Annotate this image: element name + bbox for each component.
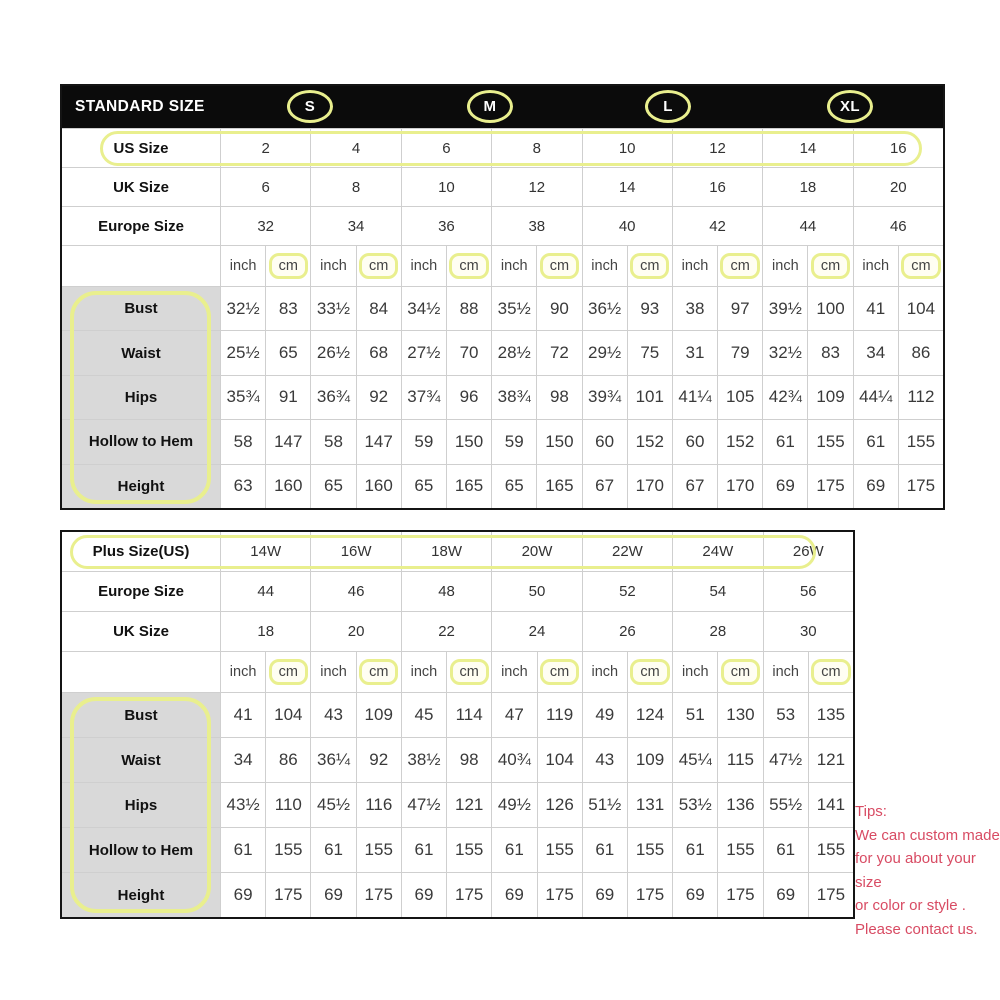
measure-value: 37¾ bbox=[402, 376, 446, 419]
size-row-label: UK Size bbox=[62, 612, 220, 651]
size-value: 26 bbox=[583, 612, 672, 651]
size-value: 10 bbox=[402, 168, 491, 206]
size-value: 46 bbox=[854, 207, 943, 245]
size-value: 30 bbox=[764, 612, 853, 651]
tips-line: for you about your size bbox=[855, 850, 976, 891]
measure-value: 40¾ bbox=[492, 738, 536, 782]
measure-value: 41¼ bbox=[673, 376, 717, 419]
cm-highlight-box: cm bbox=[269, 659, 308, 686]
size-badge-m: M bbox=[467, 90, 513, 123]
measure-value: 41 bbox=[221, 693, 265, 737]
size-value: 20W bbox=[492, 532, 581, 571]
unit-cm-cell bbox=[447, 246, 491, 286]
measure-value: 92 bbox=[357, 376, 401, 419]
measure-value: 155 bbox=[899, 420, 943, 463]
cm-highlight-box: cm bbox=[811, 659, 850, 686]
unit-cm-cell bbox=[357, 246, 401, 286]
measure-value: 43 bbox=[311, 693, 355, 737]
size-value: 20 bbox=[854, 168, 943, 206]
measure-value: 67 bbox=[583, 465, 627, 508]
measure-value: 58 bbox=[311, 420, 355, 463]
size-value: 54 bbox=[673, 572, 762, 611]
unit-inch-label: inch bbox=[402, 652, 446, 692]
measure-value: 155 bbox=[447, 828, 491, 872]
measure-value: 58 bbox=[221, 420, 265, 463]
measure-value: 69 bbox=[402, 873, 446, 917]
measure-value: 141 bbox=[809, 783, 853, 827]
measure-value: 35¾ bbox=[221, 376, 265, 419]
measure-value: 100 bbox=[808, 287, 852, 330]
tips-line: Please contact us. bbox=[855, 920, 978, 938]
standard-size-table bbox=[60, 84, 945, 510]
measure-value: 65 bbox=[311, 465, 355, 508]
measure-value: 39¾ bbox=[583, 376, 627, 419]
measure-value: 38½ bbox=[402, 738, 446, 782]
unit-cm-cell bbox=[718, 246, 762, 286]
tips-line: or color or style . bbox=[855, 897, 966, 914]
size-value: 26W bbox=[764, 532, 853, 571]
measure-value: 101 bbox=[628, 376, 672, 419]
size-value: 10 bbox=[583, 129, 672, 167]
measure-value: 36¼ bbox=[311, 738, 355, 782]
size-value: 18 bbox=[763, 168, 852, 206]
measure-value: 69 bbox=[583, 873, 627, 917]
measure-value: 61 bbox=[763, 420, 807, 463]
measure-value: 72 bbox=[537, 331, 581, 374]
size-value: 48 bbox=[402, 572, 491, 611]
measure-value: 32½ bbox=[763, 331, 807, 374]
measure-value: 53½ bbox=[673, 783, 717, 827]
tips-line: We can custom made bbox=[855, 826, 1000, 844]
measure-value: 136 bbox=[718, 783, 762, 827]
measure-row-label: Bust bbox=[62, 693, 220, 737]
measure-value: 109 bbox=[357, 693, 401, 737]
unit-cm-cell bbox=[537, 246, 581, 286]
size-value: 14 bbox=[583, 168, 672, 206]
size-value: 36 bbox=[402, 207, 491, 245]
measure-row-label: Height bbox=[62, 465, 220, 508]
tips-line: Tips: bbox=[855, 803, 887, 820]
measure-value: 51½ bbox=[583, 783, 627, 827]
cm-highlight-box: cm bbox=[811, 253, 850, 280]
size-value: 6 bbox=[221, 168, 310, 206]
measure-value: 84 bbox=[357, 287, 401, 330]
measure-value: 155 bbox=[809, 828, 853, 872]
measure-value: 60 bbox=[583, 420, 627, 463]
size-value: 18W bbox=[402, 532, 491, 571]
measure-value: 38 bbox=[673, 287, 717, 330]
measure-value: 124 bbox=[628, 693, 672, 737]
measure-value: 109 bbox=[808, 376, 852, 419]
measure-value: 69 bbox=[763, 465, 807, 508]
size-value: 6 bbox=[402, 129, 491, 167]
size-value: 2 bbox=[221, 129, 310, 167]
unit-inch-label: inch bbox=[854, 246, 898, 286]
measure-value: 83 bbox=[266, 287, 310, 330]
measure-value: 55½ bbox=[764, 783, 808, 827]
unit-cm-cell bbox=[718, 652, 762, 692]
size-badge-s: S bbox=[287, 90, 333, 123]
measure-value: 131 bbox=[628, 783, 672, 827]
measure-value: 93 bbox=[628, 287, 672, 330]
measure-value: 69 bbox=[764, 873, 808, 917]
measure-value: 65 bbox=[492, 465, 536, 508]
measure-value: 49½ bbox=[492, 783, 536, 827]
size-value: 22W bbox=[583, 532, 672, 571]
size-row-label: Europe Size bbox=[62, 572, 220, 611]
size-value: 46 bbox=[311, 572, 400, 611]
cm-highlight-box: cm bbox=[630, 253, 669, 280]
measure-value: 96 bbox=[447, 376, 491, 419]
measure-row-label: Height bbox=[62, 873, 220, 917]
cm-highlight-box: cm bbox=[721, 659, 760, 686]
unit-inch-label: inch bbox=[492, 246, 536, 286]
measure-value: 155 bbox=[538, 828, 582, 872]
measure-value: 165 bbox=[447, 465, 491, 508]
measure-value: 26½ bbox=[311, 331, 355, 374]
measure-row-label: Bust bbox=[62, 287, 220, 330]
measure-value: 86 bbox=[266, 738, 310, 782]
size-value: 16 bbox=[854, 129, 943, 167]
measure-row-label: Hollow to Hem bbox=[62, 420, 220, 463]
measure-value: 34½ bbox=[402, 287, 446, 330]
measure-value: 25½ bbox=[221, 331, 265, 374]
size-value: 56 bbox=[764, 572, 853, 611]
measure-value: 160 bbox=[266, 465, 310, 508]
size-value: 40 bbox=[583, 207, 672, 245]
units-row-spacer bbox=[62, 652, 220, 692]
measure-value: 32½ bbox=[221, 287, 265, 330]
size-value: 4 bbox=[311, 129, 400, 167]
size-value: 12 bbox=[492, 168, 581, 206]
measure-value: 109 bbox=[628, 738, 672, 782]
size-value: 16W bbox=[311, 532, 400, 571]
measure-value: 98 bbox=[537, 376, 581, 419]
measure-value: 88 bbox=[447, 287, 491, 330]
measure-value: 114 bbox=[447, 693, 491, 737]
measure-value: 47½ bbox=[764, 738, 808, 782]
measure-value: 110 bbox=[266, 783, 310, 827]
size-value: 50 bbox=[492, 572, 581, 611]
measure-value: 63 bbox=[221, 465, 265, 508]
measure-value: 31 bbox=[673, 331, 717, 374]
measure-value: 53 bbox=[764, 693, 808, 737]
size-value: 8 bbox=[311, 168, 400, 206]
measure-value: 61 bbox=[402, 828, 446, 872]
units-row-spacer bbox=[62, 246, 220, 286]
measure-value: 126 bbox=[538, 783, 582, 827]
size-value: 24 bbox=[492, 612, 581, 651]
measure-value: 130 bbox=[718, 693, 762, 737]
size-value: 24W bbox=[673, 532, 762, 571]
unit-inch-label: inch bbox=[221, 246, 265, 286]
size-row-label: Europe Size bbox=[62, 207, 220, 245]
unit-inch-label: inch bbox=[311, 652, 355, 692]
size-value: 28 bbox=[673, 612, 762, 651]
measure-value: 119 bbox=[538, 693, 582, 737]
measure-row-label: Hollow to Hem bbox=[62, 828, 220, 872]
measure-value: 68 bbox=[357, 331, 401, 374]
measure-value: 135 bbox=[809, 693, 853, 737]
measure-value: 175 bbox=[899, 465, 943, 508]
measure-value: 67 bbox=[673, 465, 717, 508]
measure-value: 75 bbox=[628, 331, 672, 374]
unit-cm-cell bbox=[538, 652, 582, 692]
size-badge-l: L bbox=[645, 90, 691, 123]
cm-highlight-box: cm bbox=[359, 253, 398, 280]
measure-value: 121 bbox=[447, 783, 491, 827]
unit-inch-label: inch bbox=[402, 246, 446, 286]
measure-value: 39½ bbox=[763, 287, 807, 330]
tips-note bbox=[855, 800, 1000, 941]
unit-cm-cell bbox=[447, 652, 491, 692]
measure-value: 86 bbox=[899, 331, 943, 374]
measure-value: 33½ bbox=[311, 287, 355, 330]
measure-value: 34 bbox=[221, 738, 265, 782]
plus-size-table bbox=[60, 530, 855, 919]
measure-value: 51 bbox=[673, 693, 717, 737]
unit-cm-cell bbox=[809, 652, 853, 692]
measure-value: 155 bbox=[266, 828, 310, 872]
unit-inch-label: inch bbox=[763, 246, 807, 286]
measure-value: 61 bbox=[311, 828, 355, 872]
cm-highlight-box: cm bbox=[540, 253, 579, 280]
size-value: 52 bbox=[583, 572, 672, 611]
measure-value: 150 bbox=[447, 420, 491, 463]
measure-value: 155 bbox=[628, 828, 672, 872]
cm-highlight-box: cm bbox=[449, 253, 488, 280]
measure-value: 65 bbox=[266, 331, 310, 374]
unit-inch-label: inch bbox=[673, 652, 717, 692]
measure-value: 90 bbox=[537, 287, 581, 330]
size-value: 34 bbox=[311, 207, 400, 245]
measure-value: 170 bbox=[718, 465, 762, 508]
measure-value: 70 bbox=[447, 331, 491, 374]
measure-value: 38¾ bbox=[492, 376, 536, 419]
cm-highlight-box: cm bbox=[540, 659, 579, 686]
measure-value: 152 bbox=[718, 420, 762, 463]
measure-value: 79 bbox=[718, 331, 762, 374]
measure-value: 165 bbox=[537, 465, 581, 508]
unit-cm-cell bbox=[266, 246, 310, 286]
measure-value: 69 bbox=[492, 873, 536, 917]
measure-value: 105 bbox=[718, 376, 762, 419]
measure-value: 45¼ bbox=[673, 738, 717, 782]
standard-table-title: STANDARD SIZE bbox=[75, 98, 205, 115]
measure-row-label: Waist bbox=[62, 738, 220, 782]
measure-value: 69 bbox=[311, 873, 355, 917]
measure-value: 150 bbox=[537, 420, 581, 463]
standard-table-header bbox=[62, 86, 943, 128]
measure-value: 60 bbox=[673, 420, 717, 463]
measure-value: 152 bbox=[628, 420, 672, 463]
unit-cm-cell bbox=[628, 652, 672, 692]
size-value: 8 bbox=[492, 129, 581, 167]
size-value: 32 bbox=[221, 207, 310, 245]
cm-highlight-box: cm bbox=[720, 253, 759, 280]
cm-highlight-box: cm bbox=[359, 659, 398, 686]
size-value: 20 bbox=[311, 612, 400, 651]
measure-value: 59 bbox=[492, 420, 536, 463]
measure-value: 115 bbox=[718, 738, 762, 782]
measure-value: 69 bbox=[854, 465, 898, 508]
unit-cm-cell bbox=[357, 652, 401, 692]
unit-inch-label: inch bbox=[583, 652, 627, 692]
measure-value: 61 bbox=[673, 828, 717, 872]
size-value: 44 bbox=[763, 207, 852, 245]
measure-value: 61 bbox=[492, 828, 536, 872]
measure-value: 41 bbox=[854, 287, 898, 330]
cm-highlight-box: cm bbox=[630, 659, 669, 686]
measure-value: 104 bbox=[899, 287, 943, 330]
measure-value: 43 bbox=[583, 738, 627, 782]
measure-value: 61 bbox=[583, 828, 627, 872]
measure-value: 34 bbox=[854, 331, 898, 374]
unit-inch-label: inch bbox=[583, 246, 627, 286]
measure-value: 44¼ bbox=[854, 376, 898, 419]
size-value: 16 bbox=[673, 168, 762, 206]
measure-value: 121 bbox=[809, 738, 853, 782]
measure-value: 69 bbox=[673, 873, 717, 917]
measure-value: 61 bbox=[764, 828, 808, 872]
measure-value: 175 bbox=[628, 873, 672, 917]
measure-value: 35½ bbox=[492, 287, 536, 330]
size-value: 12 bbox=[673, 129, 762, 167]
size-row-label: US Size bbox=[62, 129, 220, 167]
measure-value: 69 bbox=[221, 873, 265, 917]
size-value: 14 bbox=[763, 129, 852, 167]
measure-value: 65 bbox=[402, 465, 446, 508]
measure-value: 155 bbox=[357, 828, 401, 872]
measure-value: 155 bbox=[718, 828, 762, 872]
measure-value: 147 bbox=[357, 420, 401, 463]
measure-value: 155 bbox=[808, 420, 852, 463]
measure-value: 175 bbox=[266, 873, 310, 917]
measure-value: 47 bbox=[492, 693, 536, 737]
measure-value: 175 bbox=[357, 873, 401, 917]
measure-value: 116 bbox=[357, 783, 401, 827]
measure-value: 45½ bbox=[311, 783, 355, 827]
measure-value: 175 bbox=[809, 873, 853, 917]
size-row-label: UK Size bbox=[62, 168, 220, 206]
measure-value: 170 bbox=[628, 465, 672, 508]
measure-value: 83 bbox=[808, 331, 852, 374]
unit-inch-label: inch bbox=[764, 652, 808, 692]
measure-value: 104 bbox=[538, 738, 582, 782]
measure-value: 92 bbox=[357, 738, 401, 782]
measure-value: 147 bbox=[266, 420, 310, 463]
size-row-label: Plus Size(US) bbox=[62, 532, 220, 571]
measure-value: 42¾ bbox=[763, 376, 807, 419]
measure-value: 175 bbox=[808, 465, 852, 508]
unit-cm-cell bbox=[628, 246, 672, 286]
measure-value: 175 bbox=[447, 873, 491, 917]
measure-value: 61 bbox=[221, 828, 265, 872]
cm-highlight-box: cm bbox=[269, 253, 308, 280]
measure-value: 59 bbox=[402, 420, 446, 463]
measure-value: 98 bbox=[447, 738, 491, 782]
size-value: 22 bbox=[402, 612, 491, 651]
unit-inch-label: inch bbox=[492, 652, 536, 692]
unit-cm-cell bbox=[266, 652, 310, 692]
measure-value: 36¾ bbox=[311, 376, 355, 419]
unit-cm-cell bbox=[899, 246, 943, 286]
unit-inch-label: inch bbox=[221, 652, 265, 692]
measure-value: 47½ bbox=[402, 783, 446, 827]
measure-value: 175 bbox=[718, 873, 762, 917]
measure-value: 36½ bbox=[583, 287, 627, 330]
unit-inch-label: inch bbox=[311, 246, 355, 286]
measure-value: 160 bbox=[357, 465, 401, 508]
measure-row-label: Waist bbox=[62, 331, 220, 374]
size-value: 14W bbox=[221, 532, 310, 571]
measure-value: 61 bbox=[854, 420, 898, 463]
unit-inch-label: inch bbox=[673, 246, 717, 286]
size-value: 38 bbox=[492, 207, 581, 245]
measure-value: 112 bbox=[899, 376, 943, 419]
cm-highlight-box: cm bbox=[901, 253, 940, 280]
measure-value: 97 bbox=[718, 287, 762, 330]
measure-value: 175 bbox=[538, 873, 582, 917]
measure-value: 91 bbox=[266, 376, 310, 419]
measure-row-label: Hips bbox=[62, 783, 220, 827]
unit-cm-cell bbox=[808, 246, 852, 286]
measure-value: 49 bbox=[583, 693, 627, 737]
size-value: 44 bbox=[221, 572, 310, 611]
measure-value: 104 bbox=[266, 693, 310, 737]
measure-value: 43½ bbox=[221, 783, 265, 827]
measure-row-label: Hips bbox=[62, 376, 220, 419]
size-badge-xl: XL bbox=[827, 90, 873, 123]
measure-value: 27½ bbox=[402, 331, 446, 374]
measure-value: 29½ bbox=[583, 331, 627, 374]
measure-value: 45 bbox=[402, 693, 446, 737]
cm-highlight-box: cm bbox=[450, 659, 489, 686]
measure-value: 28½ bbox=[492, 331, 536, 374]
size-value: 42 bbox=[673, 207, 762, 245]
size-value: 18 bbox=[221, 612, 310, 651]
